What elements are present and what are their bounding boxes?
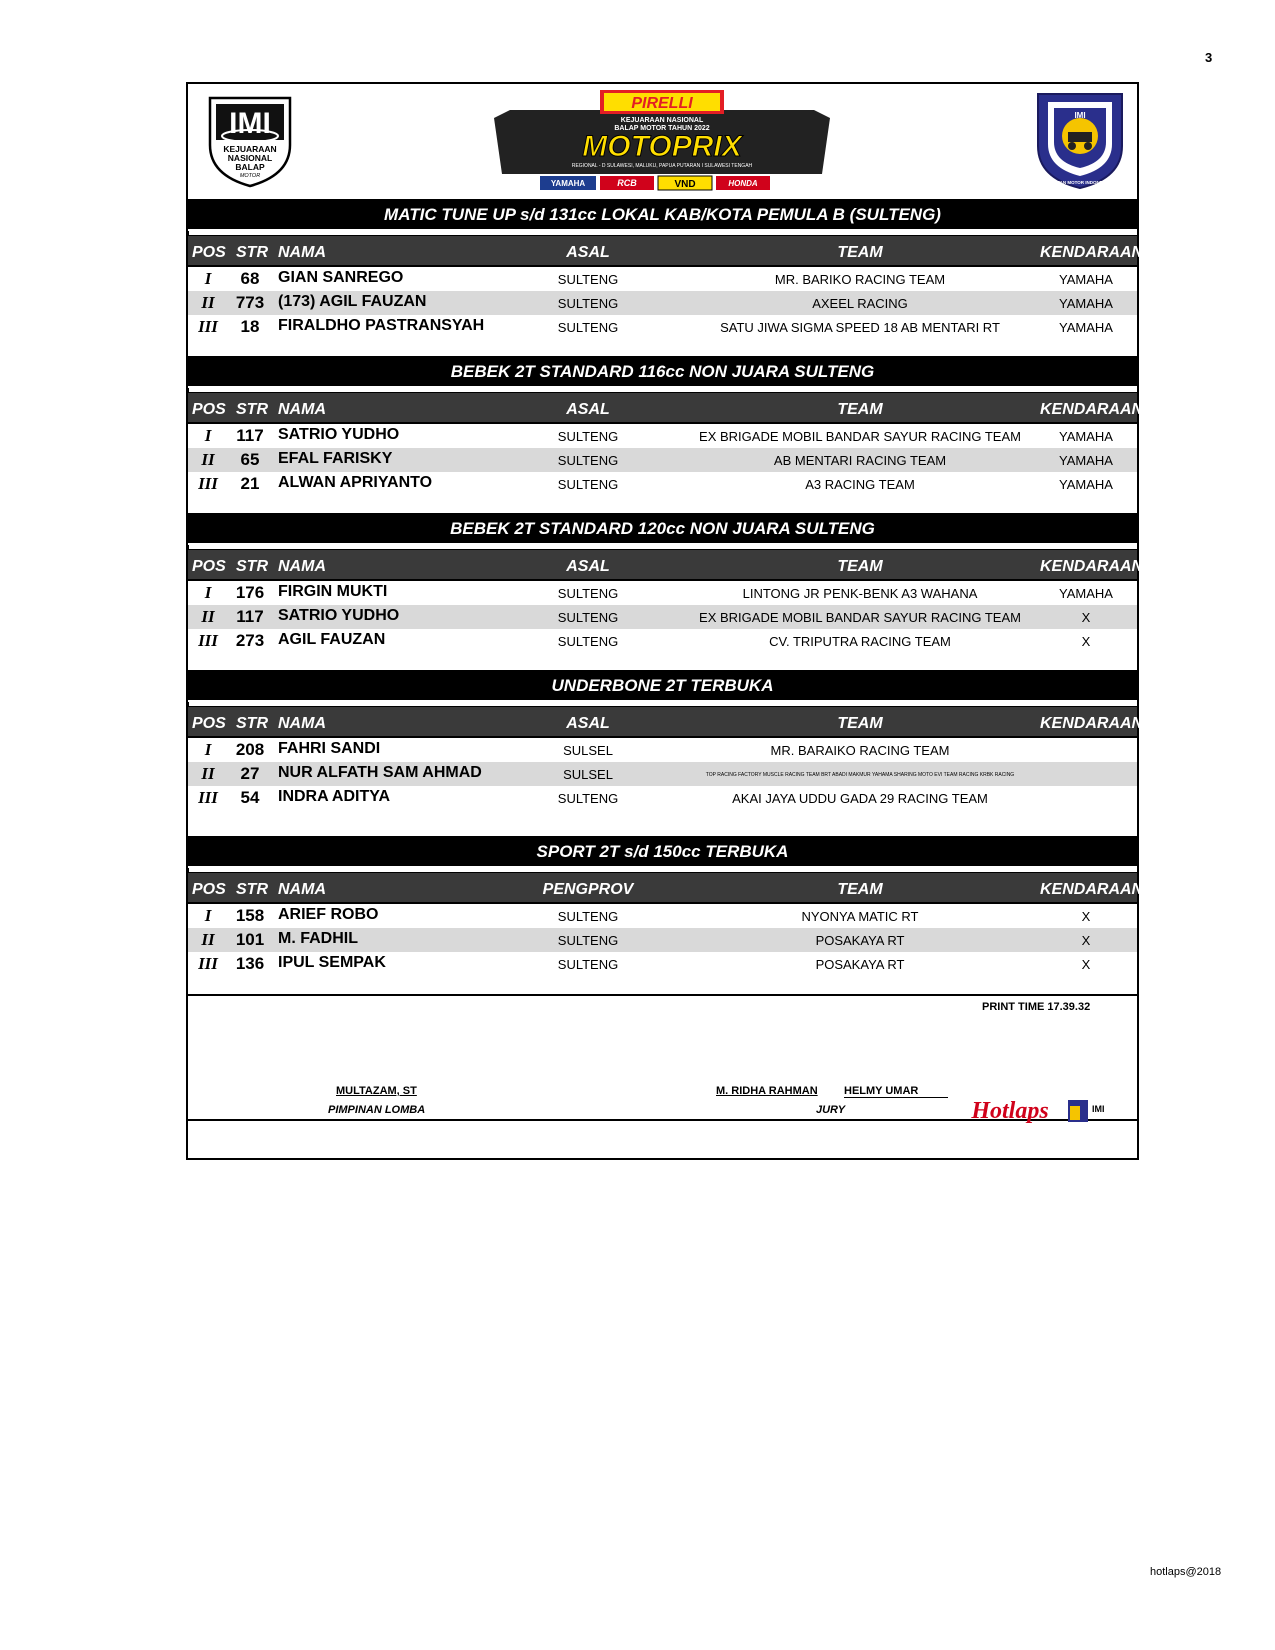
col-nama: NAMA bbox=[278, 715, 326, 732]
col-pos: POS bbox=[192, 558, 226, 575]
team-cell: AB MENTARI RACING TEAM bbox=[773, 453, 947, 468]
col-pos: POS bbox=[192, 881, 226, 898]
nama-cell: GIAN SANREGO bbox=[278, 269, 404, 286]
str-cell: 176 bbox=[235, 583, 265, 602]
svg-text:RCB: RCB bbox=[617, 178, 637, 188]
col-nama: NAMA bbox=[278, 244, 326, 261]
col-team: TEAM bbox=[837, 881, 883, 898]
asal-cell: SULSEL bbox=[563, 743, 613, 758]
nama-cell: (173) AGIL FAUZAN bbox=[278, 293, 427, 310]
nama-cell: M. FADHIL bbox=[278, 930, 358, 947]
section-title: MATIC TUNE UP s/d 131cc LOKAL KAB/KOTA PEMULA B (SULTENG) bbox=[188, 199, 1137, 231]
section-sport-2t bbox=[188, 836, 1144, 976]
section-title: BEBEK 2T STANDARD 116cc NON JUARA SULTENG bbox=[188, 356, 1137, 388]
table-row bbox=[188, 267, 1137, 291]
section-bebek-120cc bbox=[188, 513, 1144, 653]
pos-cell: III bbox=[198, 474, 218, 493]
asal-cell: SULTENG bbox=[557, 453, 619, 468]
table-row bbox=[188, 472, 1137, 496]
race-director-role: PIMPINAN LOMBA bbox=[328, 1104, 426, 1116]
motoprix-banner bbox=[490, 88, 834, 194]
asal-cell: SULTENG bbox=[557, 909, 619, 924]
pos-cell: I bbox=[204, 740, 212, 759]
col-pengprov: PENGPROV bbox=[542, 881, 634, 898]
team-cell: EX BRIGADE MOBIL BANDAR SAYUR RACING TEAM bbox=[699, 610, 1021, 625]
table-row bbox=[188, 904, 1137, 928]
table-row bbox=[188, 786, 1137, 810]
col-str: STR bbox=[236, 558, 268, 575]
col-kendaraan: KENDARAAN bbox=[1040, 558, 1144, 575]
pos-cell: II bbox=[201, 764, 215, 783]
str-cell: 27 bbox=[240, 764, 260, 783]
nama-cell: FIRALDHO PASTRANSYAH bbox=[278, 317, 485, 334]
team-cell: POSAKAYA RT bbox=[815, 957, 905, 972]
kendaraan-cell: X bbox=[1081, 957, 1091, 972]
svg-text:NASIONAL: NASIONAL bbox=[227, 153, 273, 163]
column-headers bbox=[188, 706, 1144, 736]
asal-cell: SULTENG bbox=[557, 296, 619, 311]
pos-cell: I bbox=[204, 269, 212, 288]
col-nama: NAMA bbox=[278, 881, 326, 898]
nama-cell: NUR ALFATH SAM AHMAD bbox=[278, 764, 482, 781]
asal-cell: SULTENG bbox=[557, 320, 619, 335]
team-cell: MR. BARAIKO RACING TEAM bbox=[770, 743, 950, 758]
team-cell: A3 RACING TEAM bbox=[805, 477, 915, 492]
nama-cell: ALWAN APRIYANTO bbox=[278, 474, 433, 491]
sheet-header bbox=[188, 84, 1137, 199]
str-cell: 54 bbox=[240, 788, 260, 807]
results-sheet bbox=[186, 82, 1144, 1160]
asal-cell: SULTENG bbox=[557, 957, 619, 972]
svg-text:REGIONAL - D SULAWESI, MALUKU,: REGIONAL - D SULAWESI, MALUKU, PAPUA PUTARAN I SULAWESI TENGAH bbox=[571, 163, 753, 169]
svg-text:IMI: IMI bbox=[1074, 111, 1086, 120]
pos-cell: II bbox=[201, 450, 215, 469]
col-team: TEAM bbox=[837, 401, 883, 418]
jury-name-1: M. RIDHA RAHMAN bbox=[716, 1085, 818, 1097]
pos-cell: II bbox=[201, 930, 215, 949]
table-row bbox=[188, 928, 1137, 952]
asal-cell: SULTENG bbox=[557, 933, 619, 948]
column-headers bbox=[188, 235, 1144, 265]
nama-cell: AGIL FAUZAN bbox=[278, 631, 386, 648]
str-cell: 773 bbox=[235, 293, 265, 312]
svg-text:BALAP MOTOR TAHUN 2022: BALAP MOTOR TAHUN 2022 bbox=[614, 125, 710, 132]
table-row bbox=[188, 291, 1137, 315]
pos-cell: III bbox=[198, 954, 218, 973]
str-cell: 21 bbox=[240, 474, 260, 493]
column-headers bbox=[188, 392, 1144, 422]
team-cell: TOP RACING FACTORY MUSCLE RACING TEAM BRT ABADI MAKMUR YAHAMA SHARING MOTO EVI TEAM RACING KRBK RACING bbox=[705, 772, 1015, 778]
asal-cell: SULTENG bbox=[557, 791, 619, 806]
section-title: UNDERBONE 2T TERBUKA bbox=[188, 670, 1137, 702]
nama-cell: EFAL FARISKY bbox=[278, 450, 393, 467]
table-row bbox=[188, 738, 1137, 762]
svg-text:BALAP: BALAP bbox=[235, 162, 265, 172]
asal-cell: SULTENG bbox=[557, 610, 619, 625]
pos-cell: III bbox=[198, 317, 218, 336]
team-cell: SATU JIWA SIGMA SPEED 18 AB MENTARI RT bbox=[720, 320, 1000, 335]
col-str: STR bbox=[236, 881, 268, 898]
hotlaps-logo bbox=[960, 1092, 1130, 1132]
svg-text:HONDA: HONDA bbox=[728, 179, 758, 188]
nama-cell: SATRIO YUDHO bbox=[278, 607, 400, 624]
table-row bbox=[188, 315, 1137, 339]
str-cell: 65 bbox=[240, 450, 260, 469]
team-cell: CV. TRIPUTRA RACING TEAM bbox=[769, 634, 951, 649]
pos-cell: II bbox=[201, 293, 215, 312]
pos-cell: III bbox=[198, 788, 218, 807]
asal-cell: SULTENG bbox=[557, 634, 619, 649]
col-kendaraan: KENDARAAN bbox=[1040, 401, 1144, 418]
col-team: TEAM bbox=[837, 715, 883, 732]
table-row bbox=[188, 448, 1137, 472]
svg-text:MOTOPRIX: MOTOPRIX bbox=[582, 130, 742, 163]
column-headers bbox=[188, 549, 1144, 579]
team-cell: EX BRIGADE MOBIL BANDAR SAYUR RACING TEAM bbox=[699, 429, 1021, 444]
table-row bbox=[188, 629, 1137, 653]
svg-text:YAMAHA: YAMAHA bbox=[550, 179, 586, 188]
table-row bbox=[188, 762, 1137, 786]
svg-text:IKATAN MOTOR INDONESIA: IKATAN MOTOR INDONESIA bbox=[1049, 180, 1111, 185]
team-cell: LINTONG JR PENK-BENK A3 WAHANA bbox=[742, 586, 978, 601]
col-nama: NAMA bbox=[278, 401, 326, 418]
kendaraan-cell: YAMAHA bbox=[1059, 453, 1113, 468]
asal-cell: SULSEL bbox=[563, 767, 613, 782]
str-cell: 136 bbox=[235, 954, 265, 973]
col-str: STR bbox=[236, 715, 268, 732]
footer-credit: hotlaps@2018 bbox=[1150, 1566, 1222, 1578]
pos-cell: I bbox=[204, 906, 212, 925]
page-number: 3 bbox=[1205, 50, 1213, 65]
section-underbone-2t bbox=[188, 670, 1144, 810]
asal-cell: SULTENG bbox=[557, 477, 619, 492]
race-director-name: MULTAZAM, ST bbox=[336, 1085, 417, 1097]
col-nama: NAMA bbox=[278, 558, 326, 575]
team-cell: AXEEL RACING bbox=[812, 296, 908, 311]
section-title: SPORT 2T s/d 150cc TERBUKA bbox=[188, 836, 1137, 868]
str-cell: 68 bbox=[240, 269, 260, 288]
pos-cell: I bbox=[204, 426, 212, 445]
nama-cell: INDRA ADITYA bbox=[278, 788, 391, 805]
pos-cell: III bbox=[198, 631, 218, 650]
asal-cell: SULTENG bbox=[557, 272, 619, 287]
jury-name-2: HELMY UMAR bbox=[844, 1085, 948, 1098]
table-row bbox=[188, 605, 1137, 629]
svg-text:IMI: IMI bbox=[229, 107, 271, 140]
str-cell: 117 bbox=[236, 607, 264, 626]
nama-cell: FIRGIN MUKTI bbox=[278, 583, 388, 600]
nama-cell: SATRIO YUDHO bbox=[278, 426, 400, 443]
kendaraan-cell: YAMAHA bbox=[1059, 320, 1113, 335]
asal-cell: SULTENG bbox=[557, 586, 619, 601]
table-row bbox=[188, 581, 1137, 605]
str-cell: 18 bbox=[240, 317, 260, 336]
pos-cell: I bbox=[204, 583, 212, 602]
col-team: TEAM bbox=[837, 244, 883, 261]
section-matic-tune-up bbox=[188, 199, 1144, 339]
section-title: BEBEK 2T STANDARD 120cc NON JUARA SULTENG bbox=[188, 513, 1137, 545]
asal-cell: SULTENG bbox=[557, 429, 619, 444]
table-row bbox=[188, 952, 1137, 976]
team-cell: POSAKAYA RT bbox=[815, 933, 905, 948]
str-cell: 117 bbox=[236, 426, 264, 445]
nama-cell: ARIEF ROBO bbox=[278, 906, 379, 923]
svg-text:IMI: IMI bbox=[1092, 1104, 1105, 1114]
kendaraan-cell: X bbox=[1081, 610, 1091, 625]
kendaraan-cell: X bbox=[1081, 909, 1091, 924]
kendaraan-cell: X bbox=[1081, 634, 1091, 649]
section-bebek-116cc bbox=[188, 356, 1144, 496]
kendaraan-cell: YAMAHA bbox=[1059, 296, 1113, 311]
col-kendaraan: KENDARAAN bbox=[1040, 244, 1144, 261]
kendaraan-cell: X bbox=[1081, 933, 1091, 948]
team-cell: MR. BARIKO RACING TEAM bbox=[774, 272, 946, 287]
kendaraan-cell: YAMAHA bbox=[1059, 272, 1113, 287]
svg-text:Hotlaps: Hotlaps bbox=[971, 1098, 1049, 1124]
svg-text:VND: VND bbox=[674, 179, 696, 190]
col-str: STR bbox=[236, 244, 268, 261]
pos-cell: II bbox=[201, 607, 215, 626]
str-cell: 101 bbox=[235, 930, 265, 949]
col-team: TEAM bbox=[837, 558, 883, 575]
col-pos: POS bbox=[192, 244, 226, 261]
col-kendaraan: KENDARAAN bbox=[1040, 881, 1144, 898]
kendaraan-cell: YAMAHA bbox=[1059, 429, 1113, 444]
nama-cell: IPUL SEMPAK bbox=[278, 954, 386, 971]
col-asal: ASAL bbox=[566, 558, 610, 575]
col-asal: ASAL bbox=[566, 401, 610, 418]
table-row bbox=[188, 424, 1137, 448]
col-str: STR bbox=[236, 401, 268, 418]
svg-text:MOTOR: MOTOR bbox=[239, 173, 261, 179]
str-cell: 273 bbox=[235, 631, 265, 650]
svg-text:KEJUARAAN NASIONAL: KEJUARAAN NASIONAL bbox=[620, 117, 704, 124]
kendaraan-cell: YAMAHA bbox=[1059, 477, 1113, 492]
svg-text:KEJUARAAN: KEJUARAAN bbox=[223, 144, 277, 154]
svg-text:PIRELLI: PIRELLI bbox=[631, 95, 693, 112]
str-cell: 208 bbox=[235, 740, 265, 759]
team-cell: NYONYA MATIC RT bbox=[801, 909, 919, 924]
col-asal: ASAL bbox=[566, 244, 610, 261]
team-cell: AKAI JAYA UDDU GADA 29 RACING TEAM bbox=[732, 791, 988, 806]
print-time: PRINT TIME 17.39.32 bbox=[982, 1001, 1091, 1013]
col-kendaraan: KENDARAAN bbox=[1040, 715, 1144, 732]
column-headers bbox=[188, 872, 1144, 902]
col-asal: ASAL bbox=[566, 715, 610, 732]
imi-logo bbox=[1030, 88, 1130, 192]
jury-role: JURY bbox=[816, 1104, 846, 1116]
nama-cell: FAHRI SANDI bbox=[278, 740, 381, 757]
kendaraan-cell: YAMAHA bbox=[1059, 586, 1113, 601]
col-pos: POS bbox=[192, 715, 226, 732]
col-pos: POS bbox=[192, 401, 226, 418]
kejurnas-logo bbox=[200, 90, 300, 190]
str-cell: 158 bbox=[235, 906, 265, 925]
